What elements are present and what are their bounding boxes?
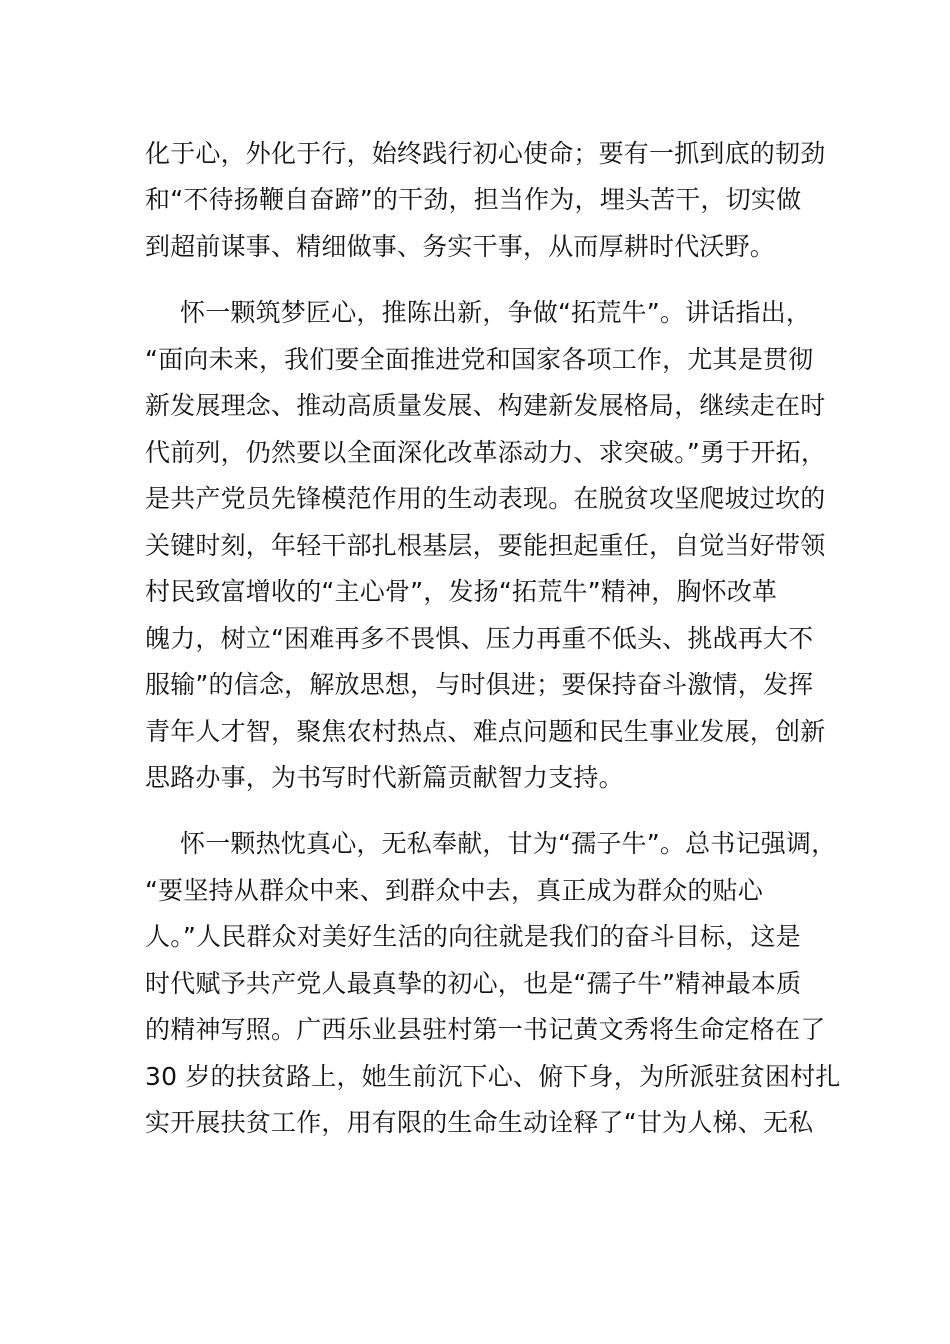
paragraph-3-line-3: 人。”人民群众对美好生活的向往就是我们的奋斗目标，这是 <box>145 922 801 951</box>
paragraph-2-line-9: 服输”的信念，解放思想，与时俱进；要保持奋斗激情，发挥 <box>145 670 814 699</box>
paragraph-2-line-11: 思路办事，为书写时代新篇贡献智力支持。 <box>145 763 624 792</box>
paragraph-2-line-7: 村民致富增收的“主心骨”，发扬“拓荒牛”精神，胸怀改革 <box>145 577 778 606</box>
paragraph-3-line-4: 时代赋予共产党人最真挚的初心，也是“孺子牛”精神最本质 <box>145 969 802 998</box>
paragraph-2-line-4: 代前列，仍然要以全面深化改革添动力、求突破。”勇于开拓， <box>145 438 827 467</box>
paragraph-2-line-2: “面向未来，我们要全面推进党和国家各项工作，尤其是贯彻 <box>145 345 814 374</box>
paragraph-3-line-2: “要坚持从群众中来、到群众中去，真正成为群众的贴心 <box>145 876 763 905</box>
paragraph-2-line-1: 怀一颗筑梦匠心，推陈出新，争做“拓荒牛”。讲话指出， <box>180 298 812 327</box>
paragraph-3-line-7: 实开展扶贫工作，用有限的生命生动诠释了“甘为人梯、无私 <box>145 1108 814 1137</box>
paragraph-3-line-5: 的精神写照。广西乐业县驻村第一书记黄文秀将生命定格在了 <box>145 1015 826 1044</box>
paragraph-2-line-3: 新发展理念、推动高质量发展、构建新发展格局，继续走在时 <box>145 391 826 420</box>
paragraph-1-line-3: 到超前谋事、精细做事、务实干事，从而厚耕时代沃野。 <box>145 232 776 261</box>
paragraph-1-line-1: 化于心，外化于行，始终践行初心使命；要有一抓到底的韧劲 <box>145 139 826 168</box>
paragraph-2-line-8: 魄力，树立“困难再多不畏惧、压力再重不低头、挑战再大不 <box>145 624 814 653</box>
paragraph-2-line-10: 青年人才智，聚焦农村热点、难点问题和民生事业发展，创新 <box>145 717 826 746</box>
paragraph-2-line-5: 是共产党员先锋模范作用的生动表现。在脱贫攻坚爬坡过坎的 <box>145 484 826 513</box>
paragraph-3-line-6: 30 岁的扶贫路上，她生前沉下心、俯下身，为所派驻贫困村扎 <box>145 1062 841 1091</box>
paragraph-3-line-1: 怀一颗热忱真心，无私奉献，甘为“孺子牛”。总书记强调， <box>180 829 837 858</box>
paragraph-2-line-6: 关键时刻，年轻干部扎根基层，要能担起重任，自觉当好带领 <box>145 531 826 560</box>
paragraph-1-line-2: 和“不待扬鞭自奋蹄”的干劲，担当作为，埋头苦干，切实做 <box>145 185 802 214</box>
